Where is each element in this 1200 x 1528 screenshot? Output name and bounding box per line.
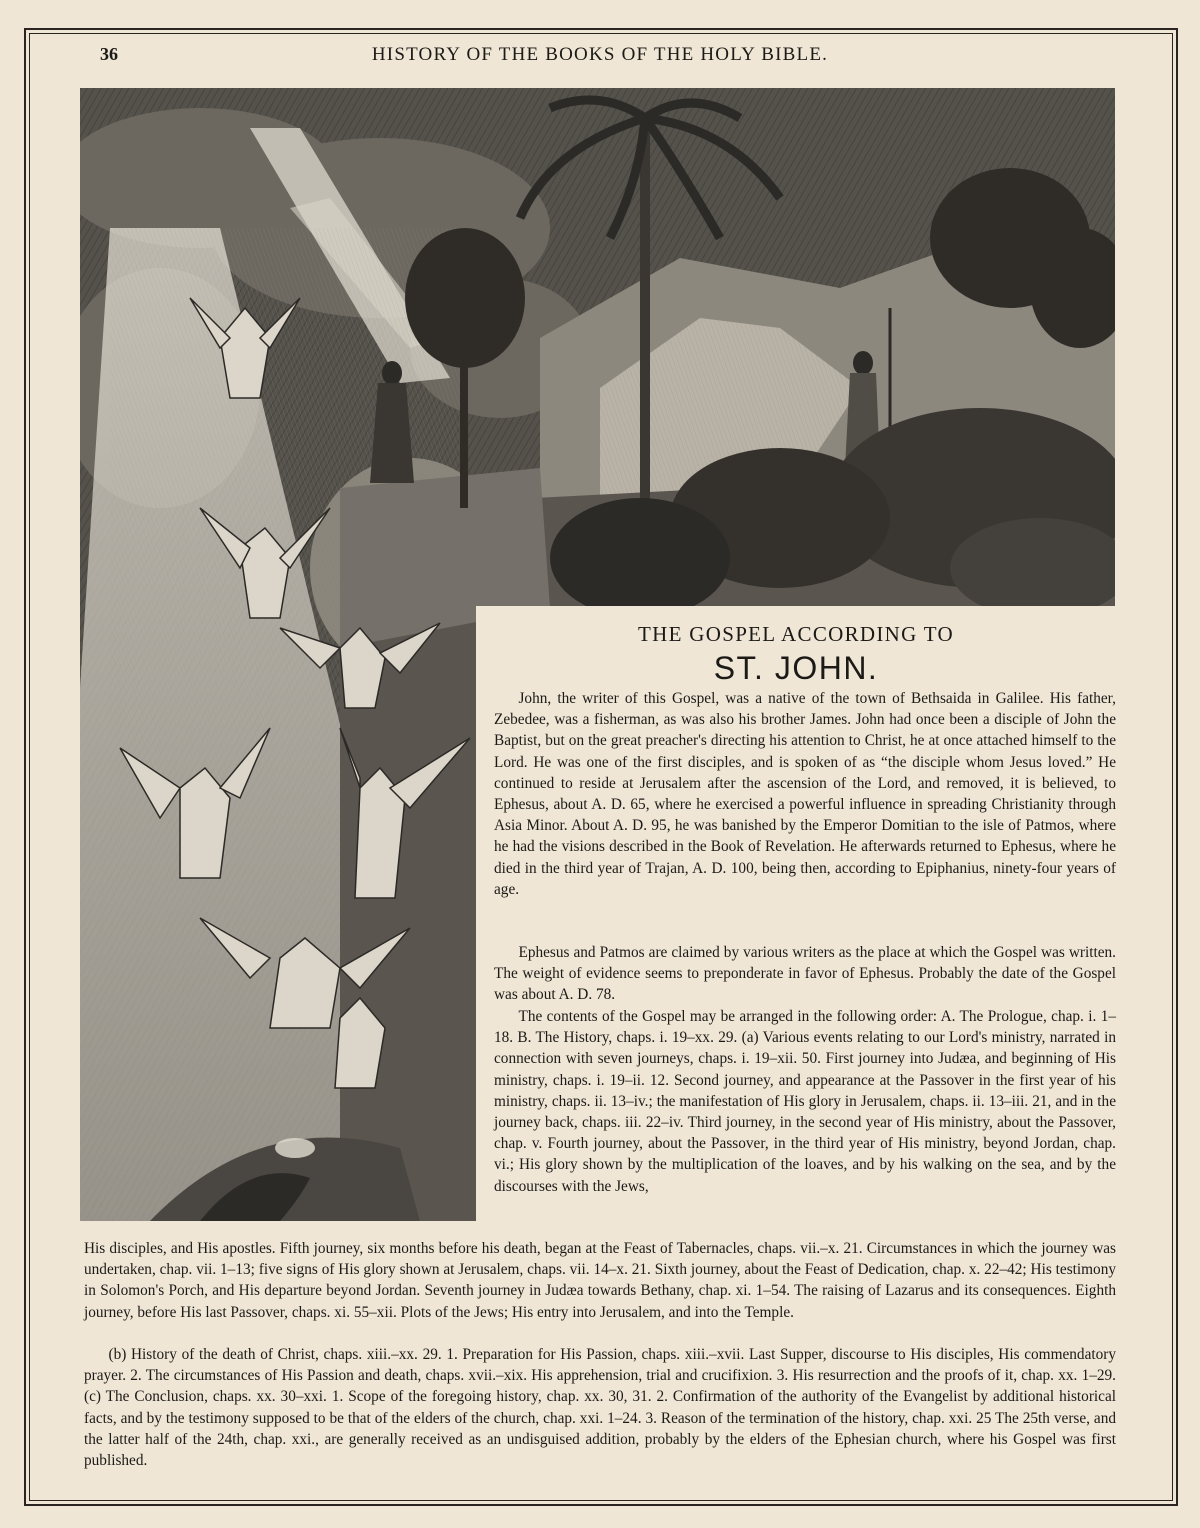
gospel-heading-line1: THE GOSPEL ACCORDING TO — [638, 622, 954, 646]
running-head — [60, 44, 1140, 74]
paragraph-contents-start: The contents of the Gospel may be arranged in the following order: A. The Prologue, chap. i. 1–18. B. The History, chaps. i. 19–xx. 29. (a) Various events relating to our Lord's ministry, narrated in connection with seven journeys, chaps. i. 19–xii. 50. First journey into Judæa, and beginning of His ministry, chaps. i. 19–ii. 12. Second journey, and appearance at the Passover in the first year of his ministry, chaps. ii. 13–iv.; the manifestation of His glory in Jerusalem, chaps. ii. 13–iii. 21, and in the journey back, chaps. iii. 22–iv. Third journey, in the second year of His ministry, about the Passover, chap. v. Fourth journey, about the Passover, in the third year of His ministry, beyond Jordan, chap. vi.; His glory shown by the multiplication of the loaves, and by his walking on the sea, and by the discourses with the Jews, — [494, 1008, 1116, 1195]
paragraph-death-of-christ: (b) History of the death of Christ, chaps. xiii.–xx. 29. 1. Preparation for His Passion, chaps. xiii.–xvii. Last Supper, discourse to His disciples, His commendatory prayer. 2. The circumstances of His Passion and death, chaps. xvii.–xix. His apprehension, trial and crucifixion. 3. His resurrection and the proofs of it, chap. xx. 1–29. (c) The Conclusion, chaps. xx. 30–xxi. 1. Scope of the foregoing history, chap. xx. 30, 31. 2. Confirmation of the authority of the Evangelist by additional historical facts, and by the testimony supposed to be that of the elders of the church, chap. xxi. 1–24. 3. Reason of the termination of the history, chap. xxi. 25 The 25th verse, and the latter half of the 24th, chap. xxi., are generally received as an undisguised addition, probably by the elders of the Ephesian church, where his Gospel was first published. — [84, 1346, 1116, 1470]
page-number: 36 — [100, 44, 118, 64]
paragraph-place-date: Ephesus and Patmos are claimed by various writers as the place at which the Gospel was written. The weight of evidence seems to preponderate in favor of Ephesus. Probably the date of the Gospel was about A. D. 78. — [494, 944, 1116, 1004]
gospel-heading-title: ST. JOHN. — [713, 650, 879, 686]
running-title: HISTORY OF THE BOOKS OF THE HOLY BIBLE. — [371, 44, 829, 65]
paragraph-author: John, the writer of this Gospel, was a native of the town of Bethsaida in Galilee. His father, Zebedee, was a fisherman, as was also his brother James. John had once been a disciple of John the Baptist, but on the great preacher's directing his attention to Christ, he at once attached himself to the Lord. He was one of the first disciples, and is spoken of as “the disciple whom Jesus loved.” He continued to reside at Jerusalem after the ascension of the Lord, and removed, it is believed, to Ephesus, about A. D. 65, where he exercised a powerful influence in spreading Christianity through Asia Minor. About A. D. 95, he was banished by the Emperor Domitian to the isle of Patmos, where he had the visions described in the Book of Revelation. He afterwards returned to Ephesus, where he died in the third year of Trajan, A. D. 100, being then, according to Epiphanius, ninety-four years of age. — [494, 690, 1116, 898]
paragraph-contents-continued: His disciples, and His apostles. Fifth journey, six months before his death, began at the Feast of Tabernacles, chaps. vii.–x. 21. Circumstances in which the journey was undertaken, chap. vii. 1–13; five signs of His glory shown at Jerusalem, chaps. vii. 14–x. 21. Sixth journey, about the Feast of Dedication, chap. x. 22–42; His testimony in Solomon's Porch, and His departure beyond Jordan. Seventh journey in Judæa towards Bethany, chap. xi. 1–54. The raising of Lazarus and its consequences. Eighth journey, before His last Passover, chaps. xi. 55–xii. Plots of the Jews; His entry into Jerusalem, and into the Temple. — [84, 1240, 1116, 1321]
